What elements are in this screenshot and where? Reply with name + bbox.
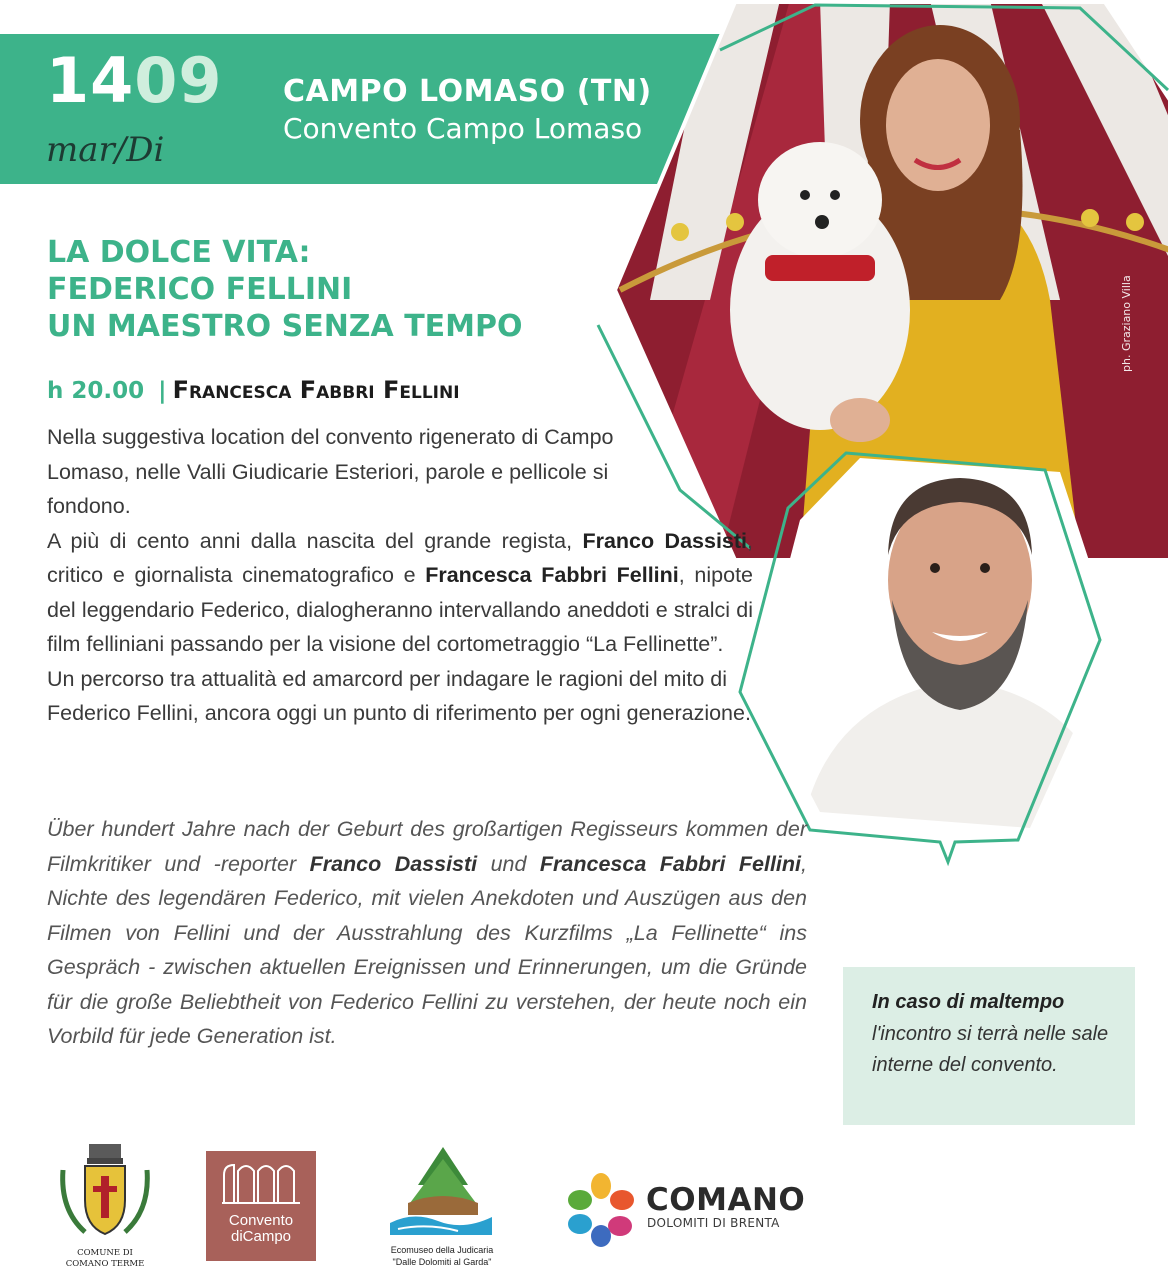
ecomuseo-caption: [352, 1244, 532, 1268]
event-title-line: UN MAESTRO SENZA TEMPO: [47, 309, 523, 344]
event-title: [47, 234, 607, 345]
time-separator: |: [158, 378, 167, 404]
convento-arches-icon: [206, 1151, 316, 1211]
date-weekday: mar/Di: [46, 130, 165, 170]
mountain-lake-icon: [388, 1145, 498, 1241]
convento-caption: [206, 1213, 316, 1245]
text-span: , critico e giornalista cinematografico e: [47, 528, 753, 587]
text-span: und: [477, 851, 540, 876]
convento-di-campo-logo: [206, 1151, 316, 1261]
description-german: [47, 812, 807, 1054]
text-span: A più di cento anni dalla nascita del grande regista,: [47, 528, 583, 553]
weather-note-box: [843, 967, 1135, 1125]
text-span: , Nichte des legendären Federico, mit vielen Anekdoten und Auszügen aus den Filmen von Fellini und der Ausstrahlung des Kurzfilms „La Fellinette“ ins Gespräch - zwischen aktuellen Ereignissen und Erinnerungen, um die Gründe für die große Beliebtheit von Federico Fellini zu verstehen, der heute noch ein Vorbild für jede Generation ist.: [47, 851, 807, 1048]
coat-of-arms-icon: [55, 1140, 155, 1244]
guest-name: Franco Dassisti: [582, 528, 748, 553]
guest-name: Francesca Fabbri Fellini: [425, 563, 679, 587]
comano-brand-subtitle: DOLOMITI DI BRENTA: [647, 1216, 780, 1230]
comune-caption: [55, 1248, 155, 1270]
weather-note-text: l'incontro si terrà nelle sale interne del convento.: [872, 1022, 1109, 1076]
comano-brand-name: COMANO: [646, 1182, 806, 1218]
photo-credit: ph. Graziano Villa: [1120, 275, 1133, 372]
comune-caption-line: COMUNE DI: [77, 1248, 133, 1258]
flower-icon: [566, 1172, 636, 1248]
time-speaker-line: [47, 376, 460, 404]
comune-caption-line: COMANO TERME: [65, 1259, 145, 1269]
description-paragraph: Un percorso tra attualità ed amarcord per indagare le ragioni del mito di Federico Fellini, ancora oggi un punto di riferimento per ogni generazione.: [47, 666, 751, 725]
event-title-line: LA DOLCE VITA:: [47, 235, 311, 270]
event-time: h 20.00: [47, 378, 145, 404]
guest-name: Franco Dassisti: [309, 851, 478, 876]
convento-caption-line: Convento: [228, 1212, 294, 1229]
location-title: CAMPO LOMASO (TN): [283, 74, 652, 109]
description-paragraph: [47, 524, 753, 662]
text-span: , nipote del leggendario Federico, dialogheranno intervallando aneddoti e stralci di film felliniani passando per la visione del cortometraggio “La Fellinette”.: [47, 563, 753, 656]
ecomuseo-caption-line: "Dalle Dolomiti al Garda": [392, 1257, 492, 1267]
date-month: 09: [134, 44, 223, 117]
venue-name: Convento Campo Lomaso: [283, 112, 643, 145]
guest-name: Francesca Fabbri Fellini: [539, 851, 802, 876]
text-span: Über hundert Jahre nach der Geburt des großartigen Regisseurs kommen der Filmkritiker und -reporter: [47, 817, 807, 876]
weather-note-heading: In caso di maltempo: [872, 991, 1065, 1013]
comune-comano-terme-logo: [55, 1140, 155, 1270]
description-paragraph: Nella suggestiva location del convento rigenerato di Campo Lomaso, nelle Valli Giudicarie Esteriori, parole e pellicole si fondono.: [47, 425, 614, 518]
event-date: [46, 44, 223, 117]
description-italian: [47, 420, 753, 731]
ecomuseo-caption-line: Ecomuseo della Judicaria: [390, 1245, 494, 1255]
event-title-line: FEDERICO FELLINI: [47, 272, 353, 307]
comano-logo-mark: [566, 1172, 636, 1248]
convento-caption-line: diCampo: [230, 1228, 292, 1245]
date-day: 14: [46, 44, 135, 117]
ecomuseo-logo: [388, 1145, 498, 1241]
speaker-name: Francesca Fabbri Fellini: [172, 376, 460, 404]
